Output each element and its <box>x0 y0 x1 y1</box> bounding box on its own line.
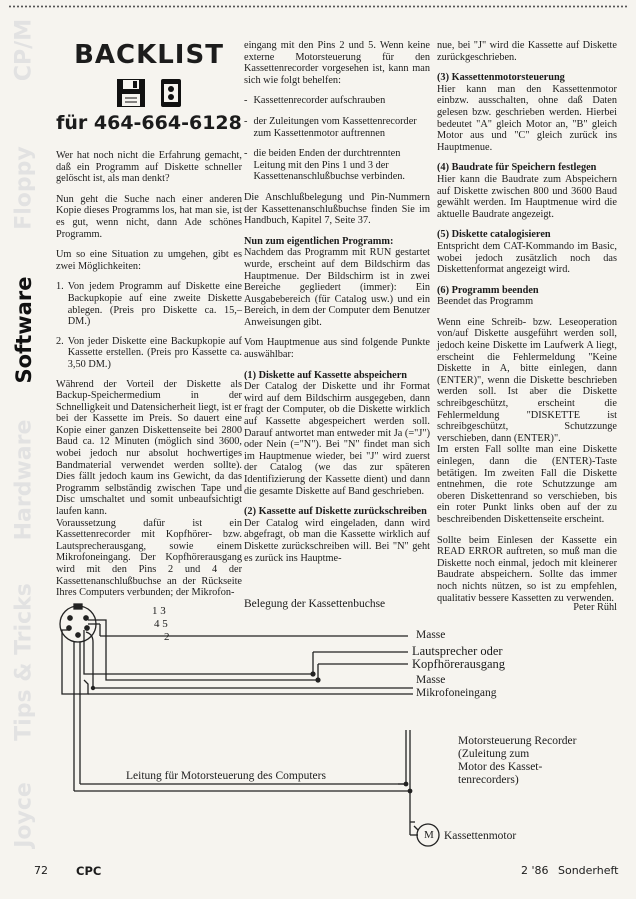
paragraph: Entspricht dem CAT-Kommando im Basic, wobei jedoch zusätzlich noch das Diskettenformat angezeigt wird. <box>437 240 617 276</box>
paragraph: Die Anschlußbelegung und Pin-Nummern der Kassettenanschlußbuchse finden Sie im Handbuch, Kapitel 7, Seite 37. <box>244 191 430 227</box>
dash-marker: - <box>244 148 248 160</box>
label-motor-recorder-4: tenrecorders) <box>458 774 519 786</box>
paragraph: Um so eine Situation zu umgehen, gibt es zwei Möglichkeiten: <box>56 249 242 272</box>
text-column-3 <box>437 40 617 614</box>
list-item <box>244 116 430 139</box>
option-item-2 <box>56 336 242 371</box>
paragraph: Vom Hauptmenue aus sind folgende Punkte auswählbar: <box>244 337 430 361</box>
label-speaker: Lautsprecher oder <box>412 644 503 658</box>
paragraph: Der Catalog der Diskette und ihr Format wird auf dem Bildschirm ausgegeben, dann fragt der Computer, ob die Diskette wirklich auf Kassette abgespeichert werden soll. Darauf antwortet man entweder mit Ja (="J") oder Nein (="N"). Bei "N" findet man sich im Hauptmenue wieder, bei "J" wird zuerst der Catalog (we das zur späteren Identifizierung der Kassette dient) und dann die gesamte Diskette auf Band geschrieben. <box>244 381 430 497</box>
paragraph: Im ersten Fall sollte man eine Diskette einlegen, dann die (ENTER)-Taste betätigen. Im zweiten Fall die Diskette entnehmen, die rote Schutzzunge am oberen Diskettenrand so verschieben, bis ein roter Punkt links oben auf der zu beschreibenden Diskettenseite erscheint. <box>437 444 617 525</box>
paragraph: Wenn eine Schreib- bzw. Leseoperation von/auf Diskette ausgeführt werden soll, jedoch keine Diskette im Laufwerk A liegt, erscheint die Fehlermeldung "Keine Diskette in A, bitte einlegen, dann (ENTER)", wenn die Diskette beschrieben werden soll. Ist aber die Diskette schreibgeschützt, erscheint die Fehlermeldung "DISKETTE ist schreibgeschützt, Schutzzunge verschieben, dann (ENTER)". <box>437 316 617 444</box>
sidebar-item-joyce[interactable]: Joyce <box>11 782 37 848</box>
section-heading: Nun zum eigentlichen Programm: <box>244 235 394 247</box>
diagram-title: Belegung der Kassettenbuchse <box>244 598 386 610</box>
motor-symbol-label: M <box>424 829 434 841</box>
sidebar-item-hardware[interactable]: Hardware <box>11 419 37 541</box>
paragraph: Wer hat noch nicht die Erfahrung gemacht, daß ein Programm auf Diskette schneller gelöscht ist, als man denkt? <box>56 150 242 185</box>
wiring-diagram-lines <box>48 594 636 859</box>
cassette-tape-icon <box>160 78 182 108</box>
issue-number: 2 '86 <box>521 864 549 877</box>
paragraph: Beendet das Programm <box>437 296 534 308</box>
sidebar-item-cpm[interactable]: CP/M <box>11 18 37 82</box>
sidebar-item-tips-tricks[interactable]: Tips & Tricks <box>11 583 37 741</box>
section-heading: (6) Programm beenden <box>437 284 539 296</box>
label-motor-recorder-3: Motor des Kasset- <box>458 761 543 773</box>
paragraph: Voraussetzung dafür ist ein Kassettenrecorder mit Kopfhörer- bzw. Lautsprecherausgang, sowie einem Mikrofoneingang. Der Kopfhörerausgang wird mit den Pins 2 und 4 der Kassettenanschlußbuchse an der Rückseite Ihres Computers verbunden; der Mikrofon- <box>56 517 242 599</box>
magazine-brand: CPC <box>76 864 102 878</box>
label-speaker-2: Kopfhörerausgang <box>412 657 506 671</box>
label-motor: Kassettenmotor <box>444 830 517 842</box>
section-heading: (4) Baudrate für Speichern festlegen <box>437 162 597 174</box>
page-number: 72 <box>34 864 48 877</box>
list-text: der Zuleitungen vom Kassettenrecorder zum Kassettenmotor auftrennen <box>253 115 417 139</box>
pin-label-row1: 1 3 <box>152 605 166 617</box>
option-number: 1. <box>56 281 64 293</box>
section-heading: (2) Kassette auf Diskette zurückschreiben <box>244 506 427 518</box>
list-item <box>244 148 430 183</box>
paragraph: Nachdem das Programm mit RUN gestartet wurde, erscheint auf dem Bildschirm das Hauptmenue. Der Bildschirm ist in zwei Bereiche gegliedert (immer): Ein Ausgabebereich (für Catalog usw.) und ein Bereich, in dem der Computer dem Benutzer Anweisungen gibt. <box>244 247 430 328</box>
label-computer-line: Leitung für Motorsteuerung des Computers <box>126 770 326 782</box>
section-sidebar <box>0 10 48 860</box>
option-text: Von jedem Programm auf Diskette eine Backupkopie auf eine zweite Diskette ablegen. (Preis pro Diskette ca. 15,– DM.) <box>67 281 242 328</box>
sidebar-item-floppy[interactable]: Floppy <box>11 146 37 230</box>
list-text: die beiden Enden der durchtrennten Leitung mit den Pins 1 und 3 der Kassettenanschlußbuchse verbinden. <box>253 148 405 183</box>
author-signature: Peter Rühl <box>573 602 617 614</box>
paragraph: Hier kann die Baudrate zum Abspeichern auf Diskette zwischen 800 und 3600 Baud gewählt werden. Im Hauptmenue wird die aktuelle Baudrate angezeigt. <box>437 173 617 220</box>
section-heading: (3) Kassettenmotorsteuerung <box>437 72 565 84</box>
dash-marker: - <box>244 95 248 107</box>
article-header <box>56 40 242 134</box>
paragraph: Sollte beim Einlesen der Kassette ein READ ERROR auftreten, so muß man die Diskette noch einmal, jedoch mit kleinerer Baudrate abspeichern. Sollte das immer noch nichts nützen, so ist zu empfehlen, qualitativ bessere Kassetten zu verwenden. <box>437 534 617 604</box>
label-mic: Mikrofoneingang <box>416 687 497 699</box>
label-masse-1: Masse <box>416 629 446 641</box>
paragraph: nue, bei "J" wird die Kassette auf Diskette zurückgeschrieben. <box>437 40 617 63</box>
section-heading: (5) Diskette catalogisieren <box>437 229 551 241</box>
dash-marker: - <box>244 115 248 127</box>
top-dotted-rule <box>8 5 628 8</box>
paragraph: eingang mit den Pins 2 und 5. Wenn keine externe Motorsteuerung für den Kassettenrecorder vorgesehen ist, kann man sich wie folgt behelfen: <box>244 40 430 86</box>
pin-label-row2: 4 5 <box>154 618 168 630</box>
option-item-1 <box>56 281 242 327</box>
label-motor-recorder-1: Motorsteuerung Recorder <box>458 735 577 747</box>
paragraph: Der Catalog wird eingeladen, dann wird abgefragt, ob man die Kassette wirklich auf Diskette zurückschreiben will. Bei "N" geht es zurück ins Hauptme- <box>244 517 430 564</box>
article-title: BACKLIST <box>74 40 224 70</box>
text-column-2 <box>244 40 430 573</box>
paragraph: Hier kann man den Kassettenmotor einbzw. ausschalten, ohne daß Daten gelesen bzw. geschrieben werden. Hierbei bedeutet "A" gleich Motor an, "B" gleich Motor aus und "C" gleich zurück ins Hauptmenue. <box>437 83 617 153</box>
option-text: Von jeder Diskette eine Backupkopie auf Kassette erstellen. (Preis pro Kassette ca. 3,50 DM.) <box>67 335 242 370</box>
media-icons <box>56 78 242 108</box>
floppy-disk-icon <box>116 78 146 108</box>
wiring-diagram <box>48 594 636 859</box>
option-number: 2. <box>56 335 64 347</box>
label-masse-2: Masse <box>416 674 446 686</box>
section-heading: (1) Diskette auf Kassette abspeichern <box>244 369 408 381</box>
paragraph: Während der Vorteil der Diskette als Backup-Speichermedium in der Schnelligkeit und Datensicherheit liegt, ist er bei der Kassette im Preis. So dauert eine Kopie einer ganzen Diskettenseite bei 2800 Baud ca. 12 Minuten (möglich sind 3600, wobei jedoch nur absolut hochwertiges Bandmaterial verwendet werden sollte). Dies fällt jedoch kaum ins Gewicht, da das Programm selbständig zwischen Tape und Disc umschaltet und somit unbeaufsichtigt laufen kann. <box>56 378 242 518</box>
label-motor-recorder-2: (Zuleitung zum <box>458 748 530 760</box>
edition-label: Sonderheft <box>558 864 619 877</box>
text-column-1 <box>56 150 242 608</box>
list-item <box>244 95 430 107</box>
pin-label-row3: 2 <box>164 631 170 643</box>
article-subtitle: für 464-664-6128 <box>56 112 242 134</box>
paragraph: Nun geht die Suche nach einer anderen Kopie dieses Programms los, hat man sie, ist es gut, wenn nicht, dann Ade schönes Programm. <box>56 193 242 240</box>
sidebar-item-software[interactable]: Software <box>12 276 36 384</box>
list-text: Kassettenrecorder aufschrauben <box>253 95 386 107</box>
